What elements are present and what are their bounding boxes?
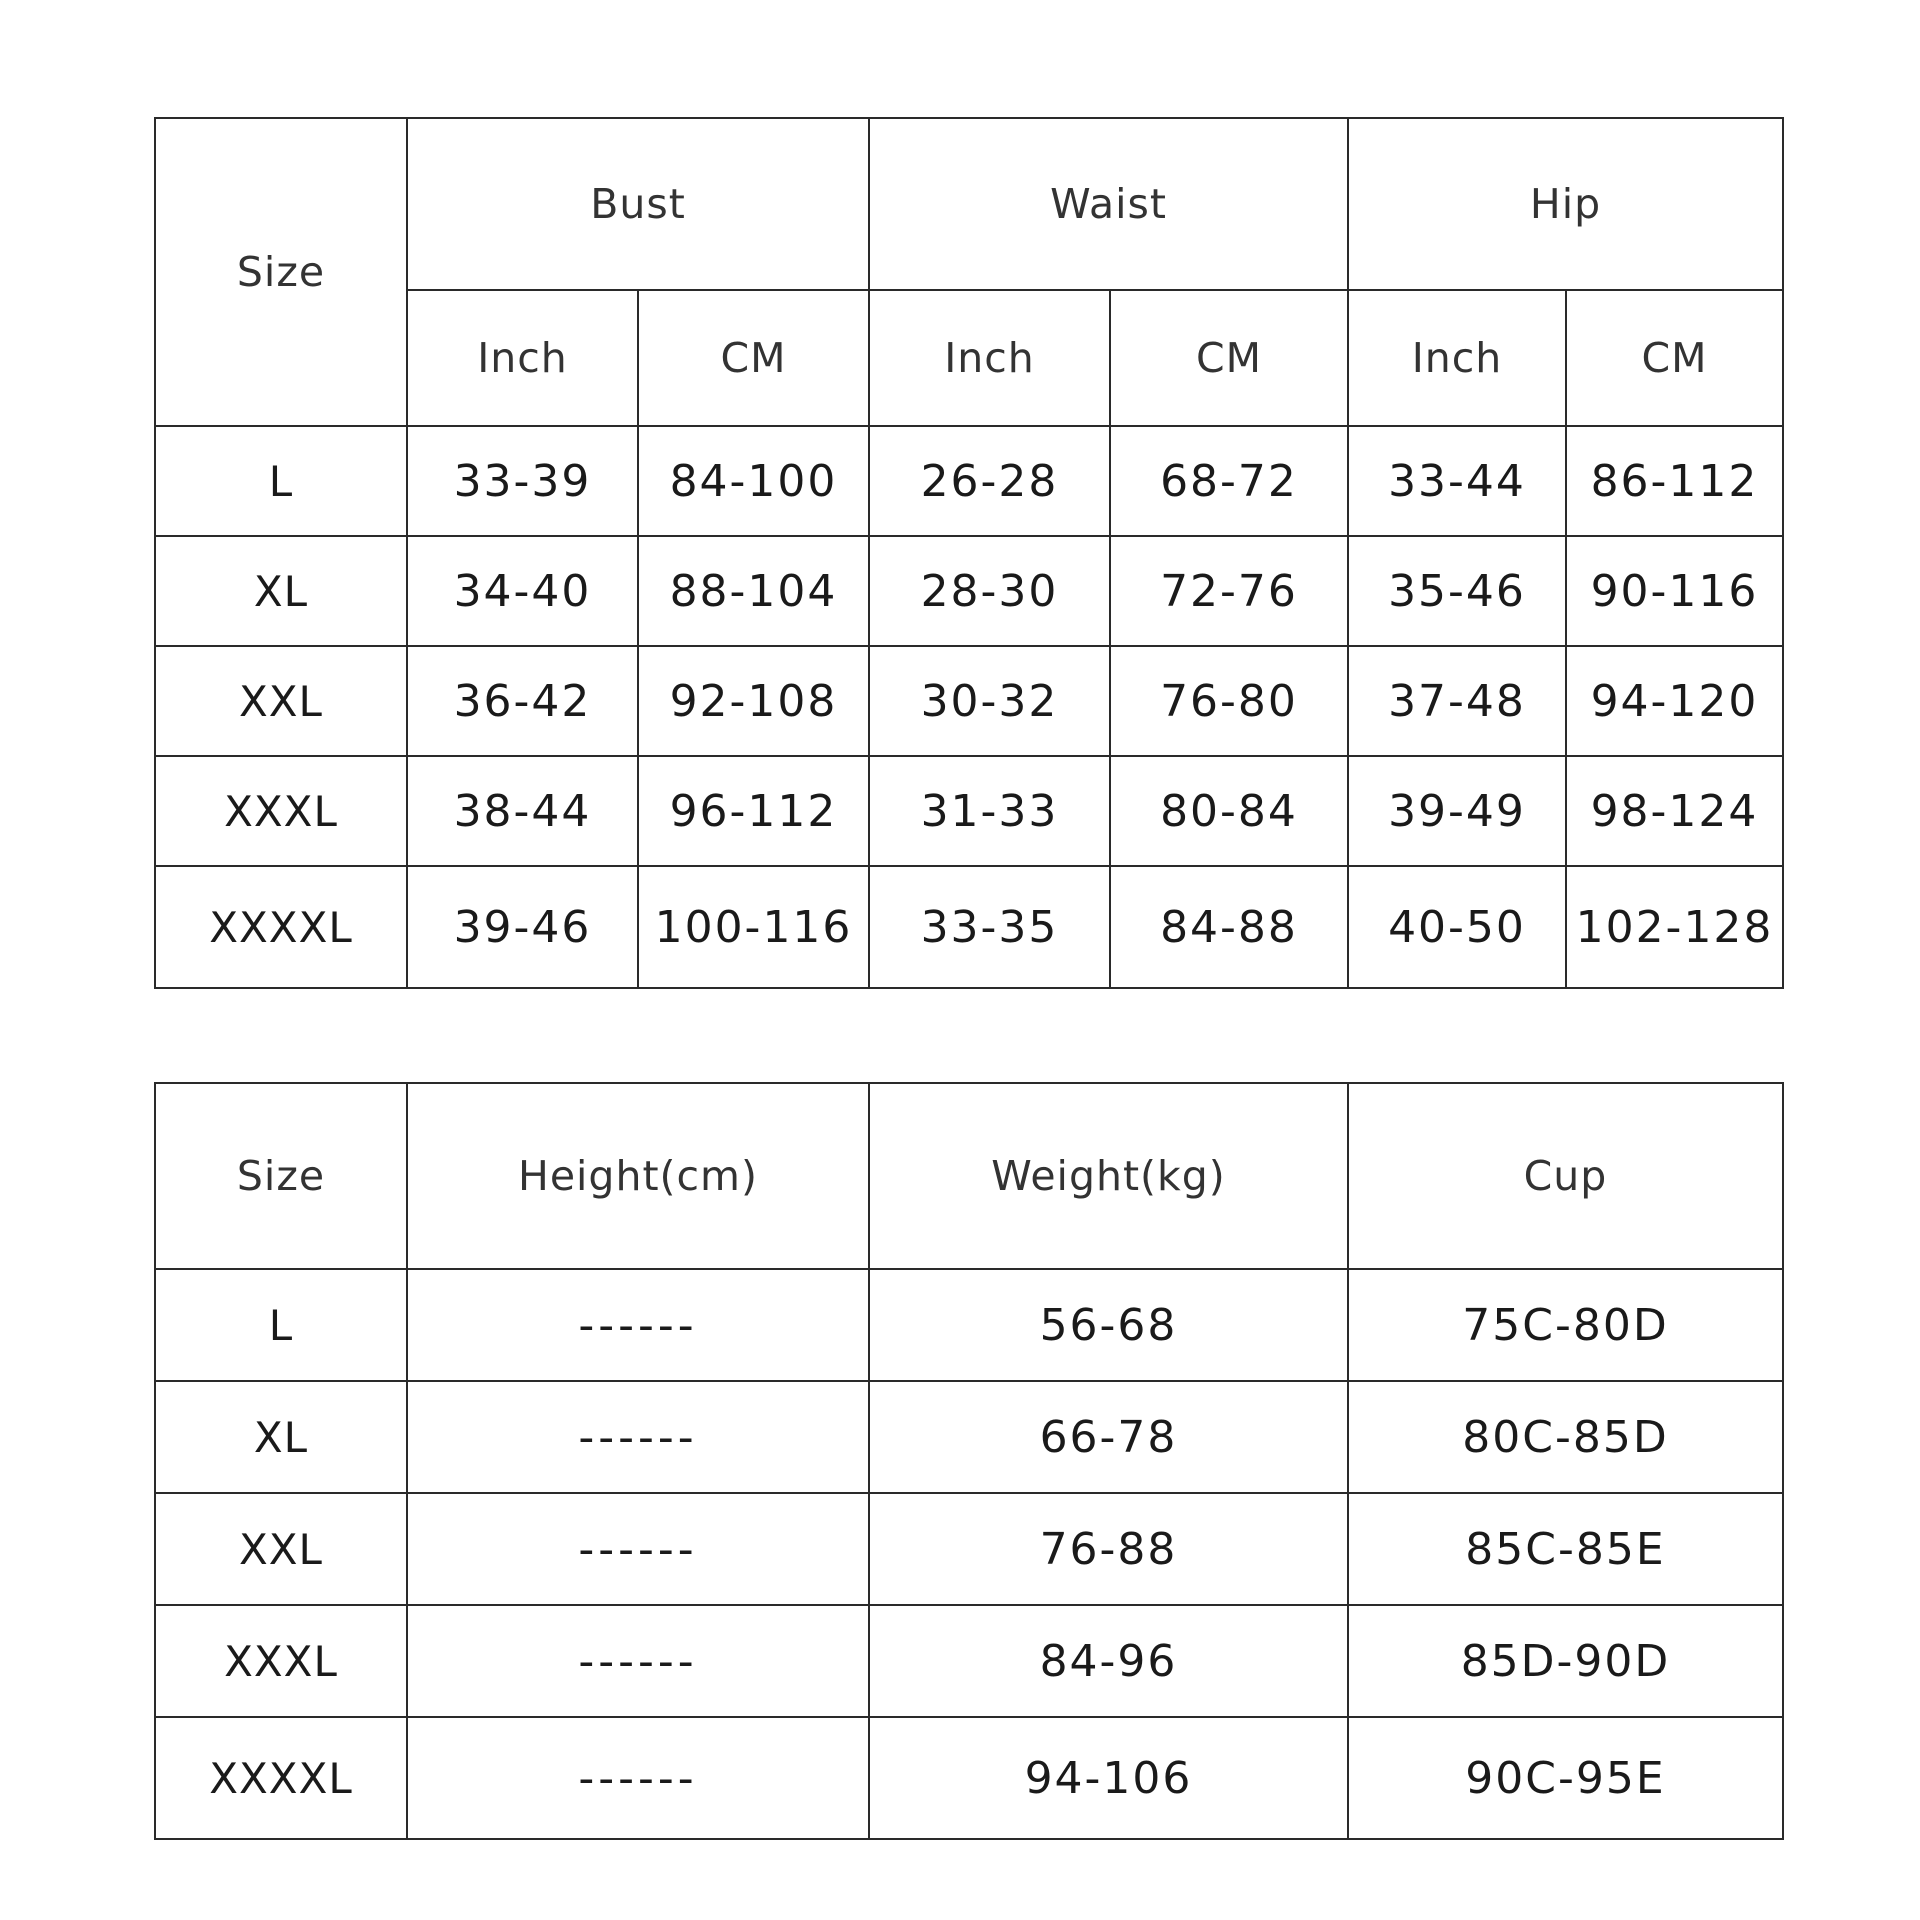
weight-cell: 56-68 [869, 1269, 1348, 1381]
table-row [155, 1493, 1783, 1605]
value-cell: 37-48 [1348, 646, 1566, 756]
weight-cell: 84-96 [869, 1605, 1348, 1717]
height-cell: ------ [407, 1381, 869, 1493]
height-cell: ------ [407, 1493, 869, 1605]
table-row [155, 1381, 1783, 1493]
size-cell: XL [155, 1381, 407, 1493]
value-cell: 90-116 [1566, 536, 1783, 646]
header-row [155, 1083, 1783, 1269]
height-header: Height(cm) [407, 1083, 869, 1269]
table-row [155, 866, 1783, 988]
size-cell: L [155, 1269, 407, 1381]
size-header: Size [155, 1083, 407, 1269]
value-cell: 92-108 [638, 646, 869, 756]
cup-cell: 85D-90D [1348, 1605, 1783, 1717]
value-cell: 30-32 [869, 646, 1110, 756]
size-cell: XXL [155, 1493, 407, 1605]
height-cell: ------ [407, 1717, 869, 1839]
value-cell: 72-76 [1110, 536, 1348, 646]
weight-cell: 76-88 [869, 1493, 1348, 1605]
table-row [155, 756, 1783, 866]
value-cell: 33-35 [869, 866, 1110, 988]
table-row [155, 536, 1783, 646]
size-cell: XXXXL [155, 866, 407, 988]
unit-header: CM [1566, 290, 1783, 426]
cup-cell: 90C-95E [1348, 1717, 1783, 1839]
weight-cell: 66-78 [869, 1381, 1348, 1493]
value-cell: 84-100 [638, 426, 869, 536]
unit-header: Inch [1348, 290, 1566, 426]
size-cell: L [155, 426, 407, 536]
size-cell: XXXL [155, 1605, 407, 1717]
value-cell: 76-80 [1110, 646, 1348, 756]
value-cell: 35-46 [1348, 536, 1566, 646]
value-cell: 39-46 [407, 866, 638, 988]
value-cell: 86-112 [1566, 426, 1783, 536]
table-row [155, 1605, 1783, 1717]
value-cell: 84-88 [1110, 866, 1348, 988]
value-cell: 96-112 [638, 756, 869, 866]
value-cell: 33-44 [1348, 426, 1566, 536]
cup-cell: 85C-85E [1348, 1493, 1783, 1605]
header-row-groups [155, 118, 1783, 290]
table-row [155, 1269, 1783, 1381]
bust-header: Bust [407, 118, 869, 290]
unit-header: CM [638, 290, 869, 426]
value-cell: 40-50 [1348, 866, 1566, 988]
unit-header: Inch [869, 290, 1110, 426]
cup-cell: 80C-85D [1348, 1381, 1783, 1493]
weight-header: Weight(kg) [869, 1083, 1348, 1269]
table-row [155, 646, 1783, 756]
height-cell: ------ [407, 1269, 869, 1381]
value-cell: 38-44 [407, 756, 638, 866]
value-cell: 28-30 [869, 536, 1110, 646]
value-cell: 36-42 [407, 646, 638, 756]
weight-cell: 94-106 [869, 1717, 1348, 1839]
size-header: Size [155, 118, 407, 426]
value-cell: 33-39 [407, 426, 638, 536]
value-cell: 88-104 [638, 536, 869, 646]
value-cell: 98-124 [1566, 756, 1783, 866]
value-cell: 39-49 [1348, 756, 1566, 866]
size-body-table [154, 1082, 1784, 1840]
value-cell: 68-72 [1110, 426, 1348, 536]
value-cell: 102-128 [1566, 866, 1783, 988]
value-cell: 31-33 [869, 756, 1110, 866]
value-cell: 26-28 [869, 426, 1110, 536]
value-cell: 34-40 [407, 536, 638, 646]
value-cell: 100-116 [638, 866, 869, 988]
size-measurements-table [154, 117, 1784, 989]
size-cell: XL [155, 536, 407, 646]
cup-cell: 75C-80D [1348, 1269, 1783, 1381]
cup-header: Cup [1348, 1083, 1783, 1269]
hip-header: Hip [1348, 118, 1783, 290]
value-cell: 94-120 [1566, 646, 1783, 756]
unit-header: Inch [407, 290, 638, 426]
table-row [155, 1717, 1783, 1839]
size-cell: XXXL [155, 756, 407, 866]
value-cell: 80-84 [1110, 756, 1348, 866]
table-row [155, 426, 1783, 536]
height-cell: ------ [407, 1605, 869, 1717]
unit-header: CM [1110, 290, 1348, 426]
size-cell: XXXXL [155, 1717, 407, 1839]
waist-header: Waist [869, 118, 1348, 290]
size-cell: XXL [155, 646, 407, 756]
